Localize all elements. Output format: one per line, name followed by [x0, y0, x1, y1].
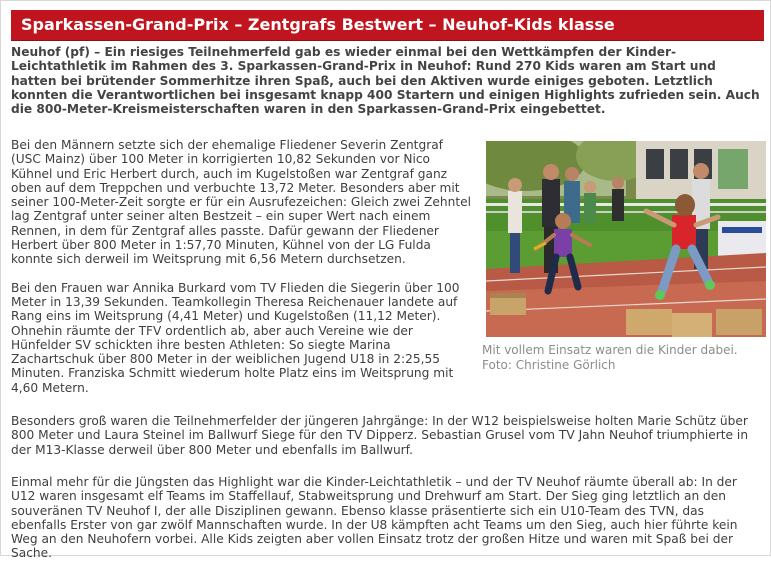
- paragraph-kids: Einmal mehr für die Jüngsten das Highlight war die Kinder-Leichtathletik – und der TV Neuhof räumte überall ab: In der U12 waren insgesamt elf Teams im Staffellauf, Stabweitsprung und Drehwurf am Start. Der Sieg ging letztlich an den souveränen TV Neuhof I, der alle Disziplinen gewann. Ebenso klasse präsentierte sich ein U10-Team des TVN, das ebenfalls Erster von gar zwölf Mannschaften wurde. In der U8 kämpften acht Teams um den Sieg, auch hier führte kein Weg an den Neuhofern vorbei. Alle Kids zeigten aber vollen Einsatz trotz der großen Hitze und waren mit Spaß bei der Sache.: [11, 475, 738, 561]
- article-title-bar: [11, 10, 764, 41]
- left-column: [11, 138, 471, 409]
- paragraph-women: Bei den Frauen war Annika Burkard vom TV Flieden die Siegerin über 100 Meter in 13,39 Sekunden. Teamkollegin Theresa Reichenauer landete auf Rang eins im Weitsprung (4,41 Meter) und Kugelstoßen (11,12 Meter). Ohnehin räumte der TFV ordentlich ab, aber auch Vereine wie der Hünfelder SV schickten ihre besten Athleten: So siegte Marina Zachartschuk über 800 Meter in der weiblichen Jugend U18 in 2:25,55 Minuten. Franziska Schmitt wiederum holte Platz eins im Weitsprung mit 4,60 Metern.: [11, 280, 460, 395]
- photo-caption: Mit vollem Einsatz waren die Kinder dabei. Foto: Christine Görlich: [482, 343, 738, 372]
- article-photo: [486, 141, 766, 337]
- paragraph-men: Bei den Männern setzte sich der ehemalige Fliedener Severin Zentgraf (USC Mainz) über 100 Meter in korrigierten 10,82 Sekunden vor Nico Kühnel und Eric Herbert durch, auch im Kugelstoßen war Zentgraf ganz oben auf dem Treppchen und verbuchte 13,72 Meter. Besonders aber mit seiner 100-Meter-Zeit sorgte er für ein Ausrufezeichen: Gleich zwei Zehntel lag Zentgraf unter seiner alten Bestzeit – ein super Wert nach einem Rennen, in dem für Zentgraf alles passte. Dafür gewann der Fliedener Herbert über 800 Meter in 1:57,70 Minuten, Kühnel von der LG Fulda konnte sich derweil im Weitsprung mit 6,56 Metern durchsetzen.: [11, 138, 471, 267]
- paragraph-youth: Besonders groß waren die Teilnehmerfelder der jüngeren Jahrgänge: In der W12 beispielsweise holten Marie Schütz über 800 Meter und Laura Steinel im Ballwurf Siege für den TV Dipperz. Sebastian Grusel vom TV Jahn Neuhof triumphierte in der M13-Klasse derweil über 800 Meter und ebenfalls im Ballwurf.: [11, 414, 749, 457]
- article-title: Sparkassen-Grand-Prix – Zentgrafs Bestwert – Neuhof-Kids klasse: [21, 15, 615, 34]
- article-lead: Neuhof (pf) – Ein riesiges Teilnehmerfeld gab es wieder einmal bei den Wettkämpfen der Kinder-Leichtathletik im Rahmen des 3. Sparkassen-Grand-Prix in Neuhof: Rund 270 Kids waren am Start und hatten bei brütender Sommerhitze ihren Spaß, auch bei den Aktiven wurde einiges geboten. Letztlich konnten die Verantwortlichen bei insgesamt knapp 400 Startern und einigen Highlights zufrieden sein. Auch die 800-Meter-Kreismeisterschaften waren in den Sparkassen-Grand-Prix eingebettet.: [11, 45, 760, 117]
